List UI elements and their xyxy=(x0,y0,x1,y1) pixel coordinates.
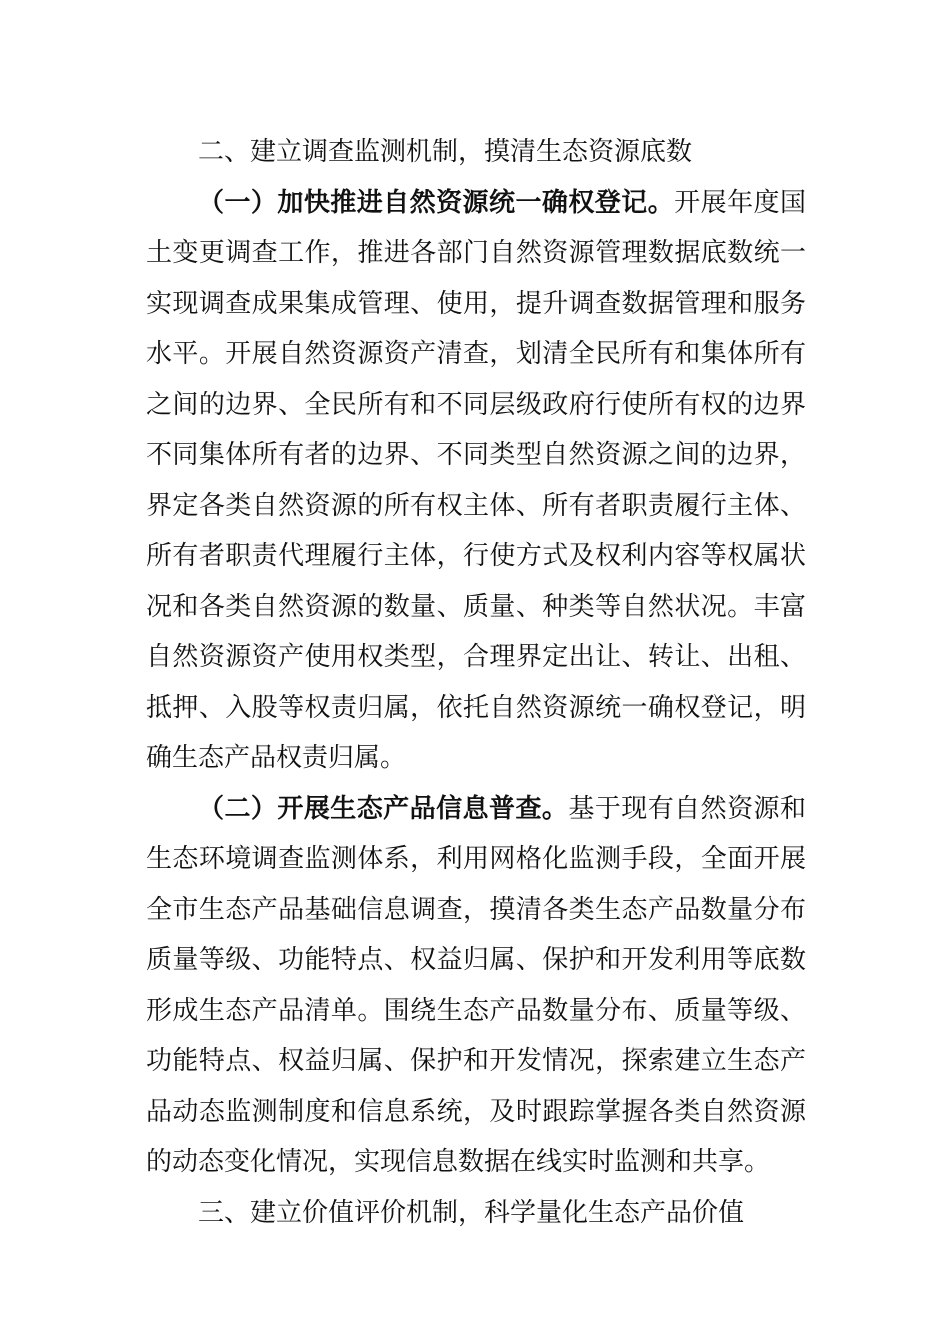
document-body xyxy=(146,127,806,1238)
section-heading-3: 三、建立价值评价机制，科学量化生态产品价值 xyxy=(198,1197,745,1228)
paragraph-line: 所有者职责代理履行主体，行使方式及权利内容等权属状 xyxy=(146,541,806,571)
paragraph-line: 自然资源资产使用权类型，合理界定出让、转让、出租、 xyxy=(146,642,806,672)
paragraph-line: 不同集体所有者的边界、不同类型自然资源之间的边界， xyxy=(146,440,806,470)
paragraph-line: 质量等级、功能特点、权益归属、保护和开发利用等底数 xyxy=(146,945,806,975)
paragraph-line: 之间的边界、全民所有和不同层级政府行使所有权的边界 xyxy=(146,389,806,420)
paragraph-2-line-1 xyxy=(146,784,806,835)
paragraph-1-line-1 xyxy=(146,178,806,229)
paragraph-line: 功能特点、权益归属、保护和开发情况，探索建立生态产 xyxy=(146,1046,806,1076)
paragraph-2-title: （二）开展生态产品信息普查。 xyxy=(198,793,569,824)
paragraph-line: 的动态变化情况，实现信息数据在线实时监测和共享。 xyxy=(146,1147,771,1177)
paragraph-line: 全市生态产品基础信息调查，摸清各类生态产品数量分布 xyxy=(146,894,806,925)
paragraph-line: 况和各类自然资源的数量、质量、种类等自然状况。丰富 xyxy=(146,591,806,622)
paragraph-1-text: 开展年度国 xyxy=(674,187,806,218)
paragraph-2-text: 基于现有自然资源和 xyxy=(568,793,806,824)
paragraph-line: 水平。开展自然资源资产清查，划清全民所有和集体所有 xyxy=(146,339,806,369)
paragraph-line: 界定各类自然资源的所有权主体、所有者职责履行主体、 xyxy=(146,490,806,521)
section-heading-2: 二、建立调查监测机制，摸清生态资源底数 xyxy=(198,137,693,167)
paragraph-line: 实现调查成果集成管理、使用，提升调查数据管理和服务 xyxy=(146,288,806,319)
paragraph-line: 生态环境调查监测体系，利用网格化监测手段，全面开展 xyxy=(146,844,806,874)
paragraph-line: 土变更调查工作，推进各部门自然资源管理数据底数统一 xyxy=(146,238,806,268)
paragraph-line: 形成生态产品清单。围绕生态产品数量分布、质量等级、 xyxy=(146,995,806,1026)
paragraph-line: 确生态产品权责归属。 xyxy=(146,743,407,773)
paragraph-line: 品动态监测制度和信息系统，及时跟踪掌握各类自然资源 xyxy=(146,1096,806,1127)
paragraph-line: 抵押、入股等权责归属，依托自然资源统一确权登记，明 xyxy=(146,692,806,723)
paragraph-1-title: （一）加快推进自然资源统一确权登记。 xyxy=(198,187,675,218)
